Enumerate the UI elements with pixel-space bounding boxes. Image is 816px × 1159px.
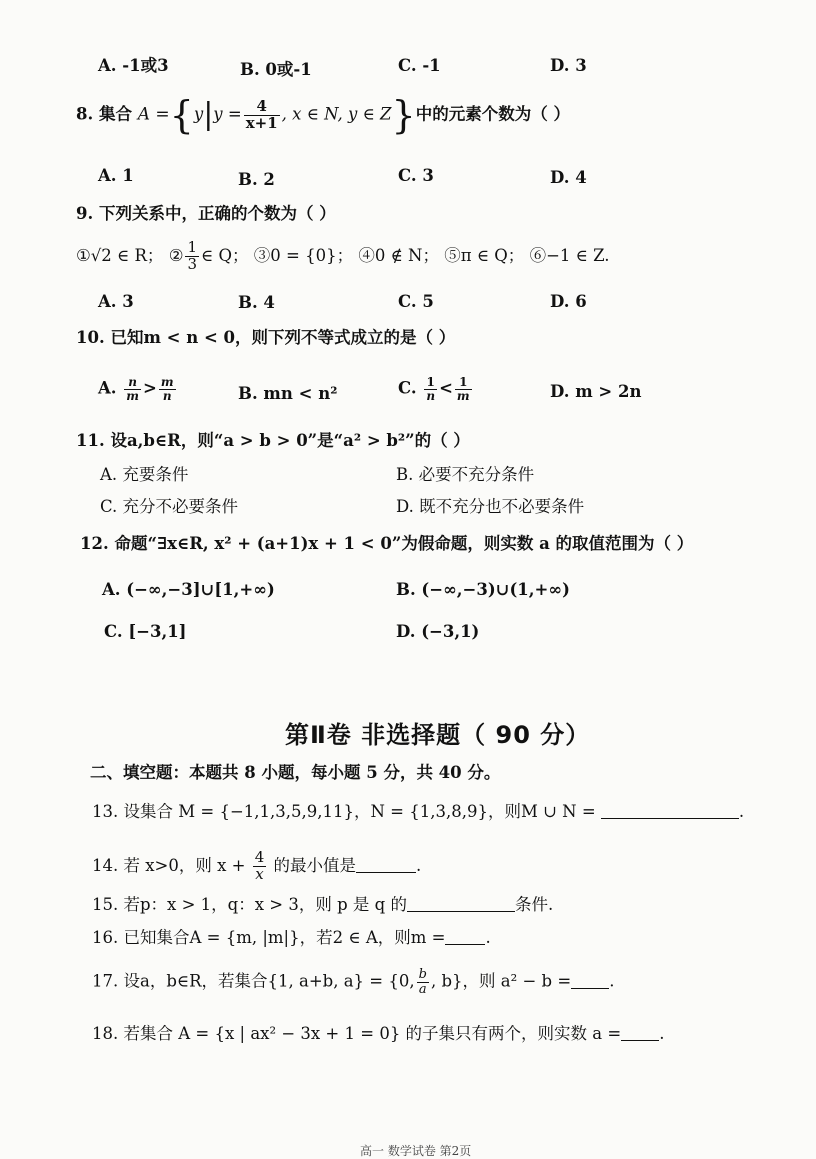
q10-a-num1: n	[124, 376, 141, 390]
q10-option-b: B. mn < n²	[238, 384, 338, 403]
q17-suffix: ，则 a² − b =	[462, 971, 572, 991]
q9-item-5: ⑤π ∈ Q；	[444, 245, 525, 265]
q12-stem: 12. 命题“∃x∈R, x² + (a+1)x + 1 < 0”为假命题，则实数 a 的取值范围为（ ）	[80, 534, 694, 553]
q12-option-c: C. [−3,1]	[104, 622, 187, 641]
q12-option-a: A. (−∞,−3]∪[1,+∞)	[102, 580, 275, 599]
q8-fraction	[244, 96, 280, 132]
q10-stem: 10. 已知m < n < 0，则下列不等式成立的是（ ）	[76, 328, 456, 347]
q14-den: x	[255, 864, 264, 883]
q18-question	[92, 1026, 664, 1043]
q9-item-2-den: 3	[187, 254, 198, 273]
q13-question	[92, 804, 744, 821]
q17-question	[92, 968, 614, 996]
q17-prefix: 17. 设a，b∈R，若集合{1, a+b, a} =	[92, 971, 384, 991]
q17-den: a	[418, 981, 427, 997]
q10-a-op: >	[143, 378, 157, 398]
q10-c-den1: n	[426, 388, 436, 403]
q10-c-label: C.	[398, 378, 417, 398]
q10-a-den1: m	[126, 388, 139, 403]
q10-c-op: <	[439, 378, 453, 398]
q8-cond-lhs: y =	[213, 104, 242, 124]
q8-suffix: 中的元素个数为（ ）	[415, 104, 570, 124]
q13-answer-blank[interactable]	[601, 817, 739, 819]
q10-c-den2: m	[456, 388, 470, 403]
q11-option-c: C. 充分不必要条件	[100, 497, 239, 516]
q9-item-2-num: 1	[187, 238, 198, 256]
q8-question: 8. 集合 A ={y|y = $\frac{4}{x+1}$ , x ∈ N, y ∈ Z}中的元素个数为（ ）	[76, 93, 570, 137]
q14-prefix: 14. 若 x>0，则 x +	[92, 855, 246, 875]
q16-question	[92, 930, 491, 947]
q8-frac-den: x+1	[245, 113, 278, 132]
q11-option-a: A. 充要条件	[100, 465, 189, 484]
q11-option-b: B. 必要不充分条件	[396, 465, 535, 484]
q9-item-1: ①√2 ∈ R；	[76, 245, 164, 265]
q8-prefix: 8. 集合	[76, 104, 132, 124]
q9-item-6: ⑥−1 ∈ Z.	[529, 245, 610, 265]
q9-item-2-prefix: ②	[168, 245, 184, 265]
q10-a-den2: n	[162, 388, 172, 403]
q17-answer-blank[interactable]	[571, 987, 609, 989]
q8-option-d: D. 4	[550, 168, 587, 187]
q10-option-d: D. m > 2n	[550, 382, 642, 401]
q10-a-num2: m	[160, 375, 174, 389]
q12-option-b: B. (−∞,−3)∪(1,+∞)	[396, 580, 570, 599]
q14-answer-blank[interactable]	[356, 871, 416, 873]
q10-option-c	[398, 376, 474, 402]
q14-suffix: 的最小值是	[273, 855, 357, 875]
q8-frac-num: 4	[244, 99, 280, 116]
q8-set-var: y	[193, 104, 204, 124]
q9-items	[76, 240, 610, 273]
q8-option-a: A. 1	[98, 166, 134, 185]
q15-question	[92, 897, 553, 914]
q8-cond-rest: , x ∈ N, y ∈ Z	[281, 104, 392, 124]
q11-option-d: D. 既不充分也不必要条件	[396, 497, 585, 516]
q18-prefix: 18. 若集合 A = {x | ax² − 3x + 1 = 0} 的子集只有两个，则实数 a =	[92, 1024, 622, 1043]
q17-set-close: , b}	[430, 971, 463, 991]
q13-text: 13. 设集合 M = {−1,1,3,5,9,11}，N = {1,3,8,9}，则M ∪ N =	[92, 802, 596, 821]
q8-option-c: C. 3	[398, 166, 434, 185]
q17-num: b	[418, 967, 427, 982]
q8-option-b: B. 2	[238, 170, 275, 189]
q10-option-a	[98, 376, 178, 402]
part2-title: 第Ⅱ卷 非选择题（ 90 分）	[285, 721, 591, 749]
q16-answer-blank[interactable]	[445, 943, 485, 945]
q9-option-b: B. 4	[238, 293, 275, 312]
q10-a-label: A.	[98, 378, 117, 398]
section2-heading: 二、填空题：本题共 8 小题，每小题 5 分，共 40 分。	[90, 763, 501, 782]
q9-item-2-fraction	[185, 240, 199, 273]
q7-option-a: A. -1或3	[98, 56, 169, 75]
q7-option-b: B. 0或-1	[240, 60, 312, 79]
q14-num: 4	[254, 848, 265, 866]
q10-c-num2: 1	[455, 376, 472, 390]
q14-question	[92, 850, 421, 883]
q9-item-2-suffix: ∈ Q；	[201, 245, 249, 265]
q14-fraction	[253, 850, 267, 883]
q14-end: .	[416, 855, 422, 875]
q15-answer-blank[interactable]	[407, 910, 515, 912]
q17-set-open: {0,	[388, 971, 415, 991]
q7-option-d: D. 3	[550, 56, 587, 75]
q9-item-3: ③0 = {0}；	[253, 245, 354, 265]
q16-end: .	[485, 928, 491, 947]
q9-stem: 9. 下列关系中，正确的个数为（ ）	[76, 204, 336, 223]
q18-end: .	[659, 1024, 665, 1043]
q8-set-lhs: A =	[137, 104, 170, 125]
q9-option-a: A. 3	[98, 292, 134, 311]
q13-end: .	[738, 802, 745, 821]
q10-c-num1: 1	[424, 376, 437, 390]
q11-stem: 11. 设a,b∈R，则“a > b > 0”是“a² > b²”的（ ）	[76, 431, 470, 450]
q9-option-d: D. 6	[550, 292, 587, 311]
q17-fraction	[417, 968, 429, 996]
q9-option-c: C. 5	[398, 292, 434, 311]
q18-answer-blank[interactable]	[621, 1039, 659, 1041]
q15-suffix: 条件.	[514, 895, 554, 914]
q7-option-c: C. -1	[398, 56, 441, 75]
q16-prefix: 16. 已知集合A = {m, |m|}，若2 ∈ A，则m =	[92, 928, 446, 947]
q12-option-d: D. (−3,1)	[396, 622, 480, 641]
q15-prefix: 15. 若p：x > 1，q：x > 3，则 p 是 q 的	[92, 895, 407, 914]
page-footer: 高一 数学试卷 第2页	[360, 1144, 472, 1158]
q9-item-4: ④0 ∉ N；	[358, 245, 439, 265]
q17-end: .	[609, 971, 615, 991]
